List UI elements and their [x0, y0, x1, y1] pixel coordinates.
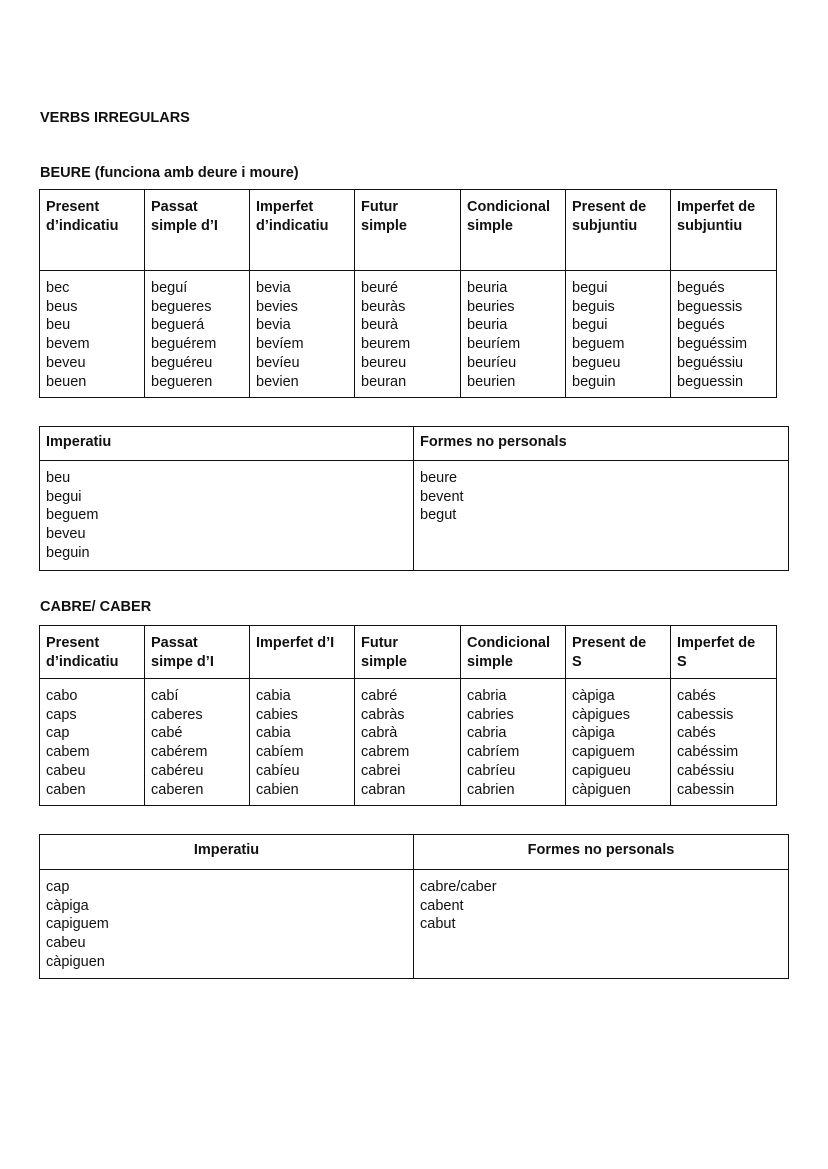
table-cell: cabria cabries cabria cabríem cabríeu cabrien	[461, 679, 566, 806]
table-cell: bec beus beu bevem beveu beuen	[40, 271, 145, 398]
beure-imperative-table	[39, 426, 789, 571]
table-body-row	[40, 870, 789, 979]
table-cell: beu begui beguem beveu beguin	[40, 461, 414, 571]
table-cell: beuré beuràs beurà beurem beureu beuran	[355, 271, 461, 398]
table-cell: beguí begueres beguerá beguérem beguéreu begueren	[145, 271, 250, 398]
table-header-row	[40, 835, 789, 870]
section-heading-cabre: CABRE/ CABER	[40, 599, 152, 615]
column-header: Imperatiu	[40, 427, 414, 461]
column-header: Present d’indicatiu	[40, 626, 145, 679]
column-header: Imperfet d’indicatiu	[250, 190, 355, 271]
cabre-conjugation-table	[39, 625, 777, 806]
column-header: Passat simple d’I	[145, 190, 250, 271]
table-cell: cabre/caber cabent cabut	[414, 870, 789, 979]
column-header: Present d’indicatiu	[40, 190, 145, 271]
table-body-row	[40, 271, 777, 398]
table-cell: bevia bevies bevia bevíem bevíeu bevien	[250, 271, 355, 398]
column-header: Imperfet de S	[671, 626, 777, 679]
table-cell: cabí caberes cabé cabérem cabéreu caberen	[145, 679, 250, 806]
column-header: Imperfet d’I	[250, 626, 355, 679]
table-cell: begui beguis begui beguem begueu beguin	[566, 271, 671, 398]
column-header: Formes no personals	[414, 427, 789, 461]
column-header: Condicional simple	[461, 626, 566, 679]
column-header: Passat simpe d’I	[145, 626, 250, 679]
table-cell: beuria beuries beuria beuríem beuríeu beurien	[461, 271, 566, 398]
column-header: Imperfet de subjuntiu	[671, 190, 777, 271]
table-cell: cabré cabràs cabrà cabrem cabrei cabran	[355, 679, 461, 806]
table-cell: càpiga càpigues càpiga capiguem capigueu càpiguen	[566, 679, 671, 806]
column-header: Condicional simple	[461, 190, 566, 271]
table-header-row	[40, 427, 789, 461]
table-body-row	[40, 679, 777, 806]
table-header-row	[40, 626, 777, 679]
table-cell: cabo caps cap cabem cabeu caben	[40, 679, 145, 806]
column-header: Present de S	[566, 626, 671, 679]
cabre-imperative-table	[39, 834, 789, 979]
beure-conjugation-table	[39, 189, 777, 398]
table-header-row	[40, 190, 777, 271]
table-cell: cabés cabessis cabés cabéssim cabéssiu cabessin	[671, 679, 777, 806]
table-cell: begués beguessis begués beguéssim beguéssiu beguessin	[671, 271, 777, 398]
column-header: Formes no personals	[414, 835, 789, 870]
column-header: Futur simple	[355, 626, 461, 679]
table-cell: cap càpiga capiguem cabeu càpiguen	[40, 870, 414, 979]
document-title: VERBS IRREGULARS	[40, 110, 190, 126]
section-heading-beure: BEURE (funciona amb deure i moure)	[40, 165, 299, 181]
table-cell: cabia cabies cabia cabíem cabíeu cabien	[250, 679, 355, 806]
column-header: Present de subjuntiu	[566, 190, 671, 271]
column-header: Futur simple	[355, 190, 461, 271]
column-header: Imperatiu	[40, 835, 414, 870]
table-cell: beure bevent begut	[414, 461, 789, 571]
table-body-row	[40, 461, 789, 571]
